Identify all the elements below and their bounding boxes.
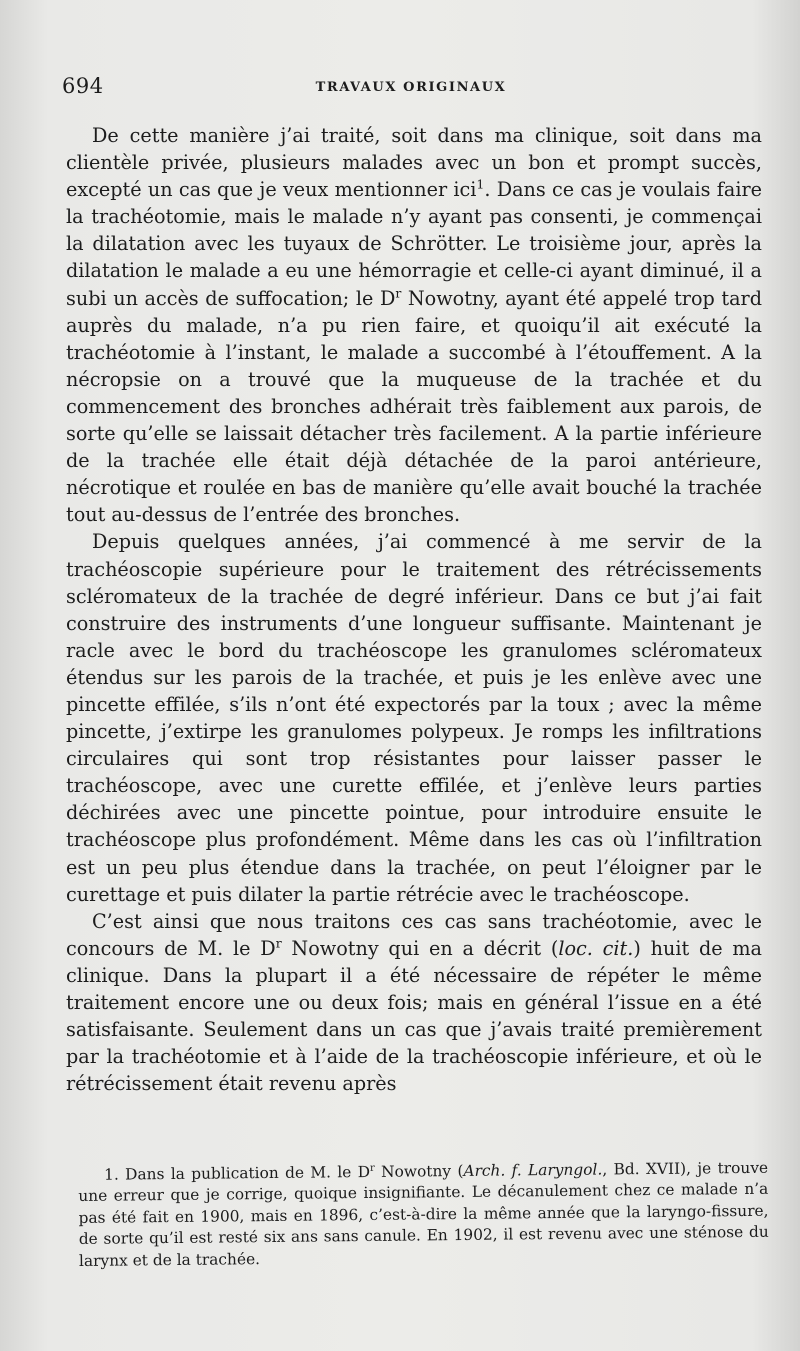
text-run: C’est ainsi que nous traitons ces cas sans trachéotomie, avec le concours de M. le D	[66, 909, 762, 960]
running-title: TRAVAUX ORIGINAUX	[315, 80, 507, 95]
footnote	[78, 1158, 769, 1272]
text-run: Nowotny qui en a décrit (	[281, 936, 559, 960]
footnote-marker: 1	[476, 176, 485, 192]
citation-italic: loc. cit.	[558, 936, 634, 960]
paragraph	[66, 528, 762, 907]
text-run: 1. Dans la publication de M. le D	[104, 1162, 371, 1184]
text-run: ) huit de ma clinique. Dans la plupart il a été nécessaire de répéter le même traitement encore une ou deux fois; mais en général l’issue en a été satisfaisante. Seulement dans un cas que j’avais traité premièrement par la trachéotomie et à l’aide de la trachéoscopie inférieure, et où le rétrécissement était revenu après	[66, 936, 762, 1096]
body-text	[66, 122, 762, 1097]
text-run: . Dans ce cas je voulais faire la trachéotomie, mais le malade n’y ayant pas consenti, je commençai la dilatation avec les tuyaux de Schrötter. Le troisième jour, après la dilatation le malade a eu une hémorragie et celle-ci ayant diminué, il a subi un accès de suffocation; le D	[66, 178, 762, 310]
footnotes	[78, 1158, 769, 1272]
paragraph	[66, 122, 762, 528]
text-run: De cette manière j’ai traité, soit dans ma clinique, soit dans ma clientèle privée, plusieurs malades avec un bon et prompt succès, excepté un cas que je veux mentionner ici	[66, 124, 762, 202]
text-run: , Bd. XVII), je trouve une erreur que je corrige, quoique insignifiante. Le décanulement chez ce malade n’a pas été fait en 1900, mais en 1896, c’est-à-dire la même année que la laryngo-fissure, de sorte qu’il est resté six ans sans canule. En 1902, il est revenu avec une sténose du larynx et de la trachée.	[78, 1158, 769, 1270]
superscript: r	[395, 285, 402, 301]
paragraph	[66, 908, 762, 1098]
running-header	[62, 74, 760, 102]
page-number: 694	[62, 74, 104, 98]
citation-italic: Arch. f. Laryngol.	[463, 1160, 603, 1180]
text-run: Nowotny, ayant été appelé trop tard auprès du malade, n’a pu rien faire, et quoiqu’il ait exécuté la trachéotomie à l’instant, le malade a succombé à l’étouffement. A la nécropsie on a trouvé que la muqueuse de la trachée et du commencement des bronches adhérait très faiblement aux parois, de sorte qu’elle se laissait détacher très facilement. A la partie inférieure de la trachée elle était déjà détachée de la paroi antérieure, nécrotique et roulée en bas de manière qu’elle avait bouché la trachée tout au-dessus de l’entrée des bronches.	[66, 286, 762, 527]
superscript: r	[369, 1162, 375, 1174]
superscript: r	[275, 935, 282, 951]
text-run: Nowotny (	[374, 1161, 464, 1181]
text-run: Depuis quelques années, j’ai commencé à me servir de la trachéoscopie supérieure pour le traitement des rétrécissements scléromateux de la trachée de degré inférieur. Dans ce but j’ai fait construire des instruments d’une longueur suffisante. Maintenant je racle avec le bord du trachéoscope les granulomes scléromateux étendus sur les parois de la trachée, et puis je les enlève avec une pincette effilée, s’ils n’ont été expectorés par la toux ; avec la même pincette, j’extirpe les granulomes polypeux. Je romps les infiltrations circulaires qui sont trop résistantes pour laisser passer le trachéoscope, avec une curette effilée, et j’enlève leurs parties déchirées avec une pincette pointue, pour introduire ensuite le trachéoscope plus profondément. Même dans les cas où l’infiltration est un peu plus étendue dans la trachée, on peut l’éloigner par le curettage et puis dilater la partie rétrécie avec le trachéoscope.	[66, 530, 762, 906]
